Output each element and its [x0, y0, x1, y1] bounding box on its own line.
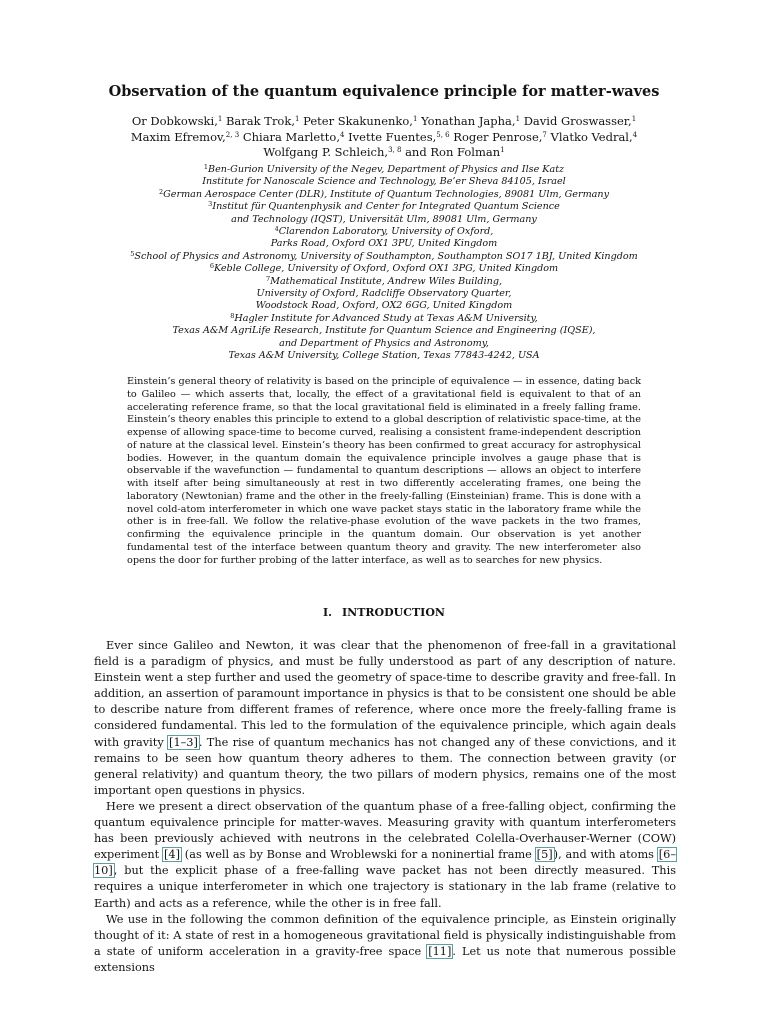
affiliation-line: $^3$Institut für Quantenphysik and Center for Integrated Quantum Science [208, 200, 560, 213]
abstract: Einstein’s general theory of relativity is based on the principle of equivalence — in essence, dating back to Galileo — which asserts that, locally, the effect of a gravitational field is equivalent to that of an accelerating reference frame, so that the local gravitational field is eliminated in a freely falling frame. Einstein’s theory enables this principle to extend to a global description of relativistic space-time, at the expense of allowing space-time to become curved, realising a consistent frame-independent description of nature at the classical level. Einstein’s theory has been confirmed to great accuracy for astrophysical bodies. However, in the quantum domain the equivalence principle involves a gauge phase that is observable if the wavefunction — fundamental to quantum descriptions — allows an object to interfere with itself after being simultaneously at rest in two differently accelerating frames, one being the laboratory (Newtonian) frame and the other in the freely-falling (Einsteinian) frame. This is done with a novel cold-atom interferometer in which one wave packet stays static in the laboratory frame while the other is in free-fall. We follow the relative-phase evolution of the wave packets in the two frames, confirming the equivalence principle in the quantum domain. Our observation is yet another fundamental test of the interface between quantum theory and gravity. The new interferometer also opens the door for further probing of the latter interface, as well as to searches for new physics. [127, 376, 641, 566]
citation-link[interactable]: [11] [428, 944, 452, 958]
affiliation-list [40, 164, 728, 363]
author: Peter Skakunenko,$^1$ [303, 114, 418, 128]
affiliation-line: $^6$Keble College, University of Oxford, Oxford OX1 3PG, United Kingdom [209, 262, 559, 275]
body-text [94, 638, 676, 976]
citation-link[interactable]: [1–3] [169, 735, 198, 749]
affiliation-line: $^8$Hagler Institute for Advanced Study at Texas A&M University, [230, 311, 538, 324]
author: and Ron Folman$^1$ [405, 145, 505, 159]
author: Wolfgang P. Schleich,$^{3, 8}$ [263, 145, 402, 159]
affiliation-line: Woodstock Road, Oxford, OX2 6GG, United Kingdom [255, 300, 513, 312]
affiliation-line: Institute for Nanoscale Science and Technology, Be’er Sheva 84105, Israel [202, 176, 566, 188]
author: Yonathan Japha,$^1$ [421, 114, 521, 128]
paper-title: Observation of the quantum equivalence principle for matter-waves [108, 83, 660, 100]
author: Or Dobkowski,$^1$ [131, 114, 223, 128]
affiliation-line: $^2$German Aerospace Center (DLR), Institute of Quantum Technologies, 89081 Ulm, Germany [159, 187, 609, 200]
author: Roger Penrose,$^7$ [453, 129, 547, 144]
affiliation-line: Texas A&M AgriLife Research, Institute for Quantum Science and Engineering (IQSE), [172, 325, 596, 337]
body-paragraph: Here we present a direct observation of the quantum phase of a free-falling object, confirming the quantum equivalence principle for matter-waves. Measuring gravity with quantum interferometers has been previously achieved with neutrons in the celebrated Colella-Overhauser-Werner (COW) experiment [4] (as well as by Bonse and Wroblewski for a noninertial frame [5]), and with atoms [6–10], but the explicit phase of a free-falling wave packet has not been directly measured. This requires a unique interferometer in which one trajectory is stationary in the lab frame (relative to Earth) and acts as a reference, while the other is in free fall. [94, 799, 676, 910]
author: Chiara Marletto,$^4$ [242, 129, 345, 144]
author: Barak Trok,$^1$ [225, 114, 300, 128]
author: David Groswasser,$^1$ [523, 114, 637, 128]
affiliation-line: $^4$Clarendon Laboratory, University of Oxford, [274, 225, 494, 238]
section-title: INTRODUCTION [342, 606, 445, 619]
affiliation-line: Texas A&M University, College Station, Texas 77843-4242, USA [228, 350, 540, 362]
affiliation-line: $^7$Mathematical Institute, Andrew Wiles Building, [265, 274, 503, 287]
section-number: I. [323, 606, 332, 619]
affiliation-line: $^1$Ben-Gurion University of the Negev, Department of Physics and Ilse Katz [203, 163, 565, 175]
affiliation-line: and Technology (IQST), Universität Ulm, 89081 Ulm, Germany [231, 213, 537, 225]
body-paragraph: We use in the following the common definition of the equivalence principle, as Einstein originally thought of it: A state of rest in a homogeneous gravitational field is physically indistinguishable from a state of uniform acceleration in a gravity-free space [11]. Let us note that numerous possible extensions [94, 912, 676, 974]
citation-link[interactable]: [5] [536, 848, 553, 862]
affiliation-line: University of Oxford, Radcliffe Observatory Quarter, [256, 288, 512, 300]
citation-link[interactable]: [6–10] [94, 848, 676, 878]
author: Ivette Fuentes,$^{5, 6}$ [348, 129, 450, 144]
author-list [120, 114, 648, 161]
author: Maxim Efremov,$^{2, 3}$ [130, 129, 240, 144]
affiliation-line: Parks Road, Oxford OX1 3PU, United Kingdom [270, 238, 498, 250]
citation-link[interactable]: [4] [164, 848, 181, 862]
author: Vlatko Vedral,$^4$ [550, 129, 638, 144]
body-paragraph: Ever since Galileo and Newton, it was clear that the phenomenon of free-fall in a gravitational field is a paradigm of physics, and must be fully understood as part of any description of nature. Einstein went a step further and used the geometry of space-time to describe gravity and free-fall. In addition, an assertion of paramount importance in physics is that to be consistent one should be able to describe nature from different frames of reference, where once more the freely-falling frame is considered fundamental. This led to the formulation of the equivalence principle, which again deals with gravity [1–3]. The rise of quantum mechanics has not changed any of these convictions, and it remains to be seen how quantum theory adheres to them. The connection between gravity (or general relativity) and quantum theory, the two pillars of modern physics, remains one of the most important open questions in physics. [94, 639, 676, 797]
section-heading [60, 605, 708, 621]
affiliation-line: and Department of Physics and Astronomy, [279, 337, 489, 349]
affiliation-line: $^5$School of Physics and Astronomy, University of Southampton, Southampton SO17 1BJ, United Kingdom [130, 249, 638, 262]
